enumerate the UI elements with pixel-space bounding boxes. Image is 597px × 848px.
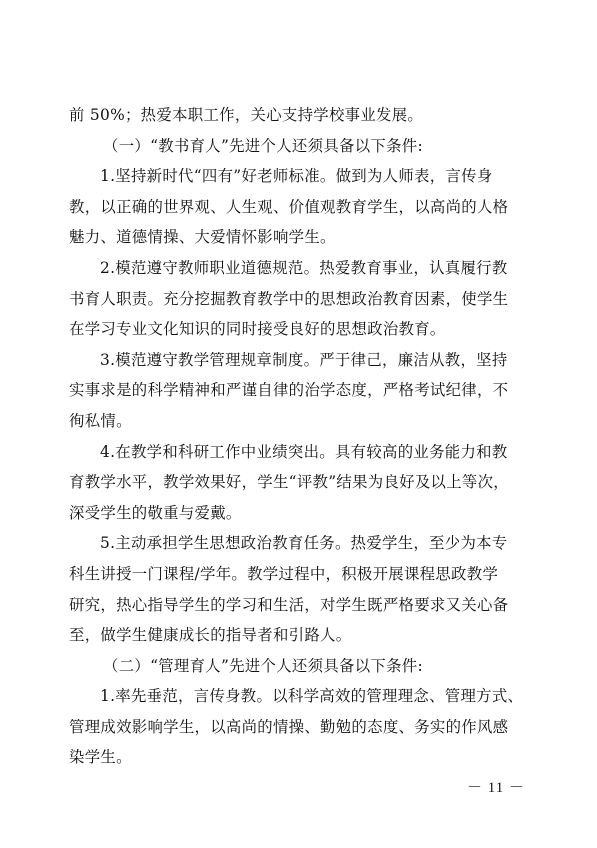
page-number: － 11 －: [467, 780, 525, 796]
text-line: 5.主动承担学生思想政治教育任务。热爱学生，至少为本专: [100, 534, 508, 553]
text-line: 魅力、道德情操、大爱情怀影响学生。: [69, 228, 336, 247]
text-line: 管理成效影响学生，以高尚的情操、勤勉的态度、务实的作风感: [69, 717, 509, 736]
text-line: 研究，热心指导学生的学习和生活，对学生既严格要求又关心备: [69, 595, 509, 614]
text-line: 育教学水平，教学效果好，学生“评教”结果为良好及以上等次，: [69, 473, 509, 492]
text-line: 深受学生的敬重与爱戴。: [69, 503, 242, 522]
text-line: 染学生。: [69, 748, 132, 767]
text-line: 教，以正确的世界观、人生观、价值观教育学生，以高尚的人格: [69, 197, 509, 216]
text-line: 1.坚持新时代“四有”好老师标准。做到为人师表，言传身: [100, 167, 493, 186]
text-line: 书育人职责。充分挖掘教育教学中的思想政治教育因素，使学生: [69, 289, 509, 308]
text-line: 2.模范遵守教师职业道德规范。热爱教育事业，认真履行教: [100, 258, 508, 277]
section-heading-1: （一）“教书育人”先进个人还须具备以下条件:: [103, 136, 423, 155]
text-line: 4.在教学和科研工作中业绩突出。具有较高的业务能力和教: [100, 442, 508, 461]
text-line: 实事求是的科学精神和严谨自律的治学态度，严格考试纪律，不: [69, 381, 509, 400]
text-line: 在学习专业文化知识的同时接受良好的思想政治教育。: [69, 320, 446, 339]
text-line: 徇私情。: [69, 411, 132, 430]
text-line: 1.率先垂范，言传身教。以科学高效的管理理念、管理方式、: [100, 687, 524, 706]
section-heading-2: （二）“管理育人”先进个人还须具备以下条件:: [103, 656, 423, 675]
body-text: [69, 100, 527, 773]
text-line: 科生讲授一门课程/学年。教学过程中，积极开展课程思政教学: [69, 564, 499, 583]
text-line: 前 50%；热爱本职工作，关心支持学校事业发展。: [69, 106, 424, 124]
text-line: 至，做学生健康成长的指导者和引路人。: [69, 626, 352, 645]
text-line: 3.模范遵守教学管理规章制度。严于律己，廉洁从教，坚持: [100, 350, 508, 369]
